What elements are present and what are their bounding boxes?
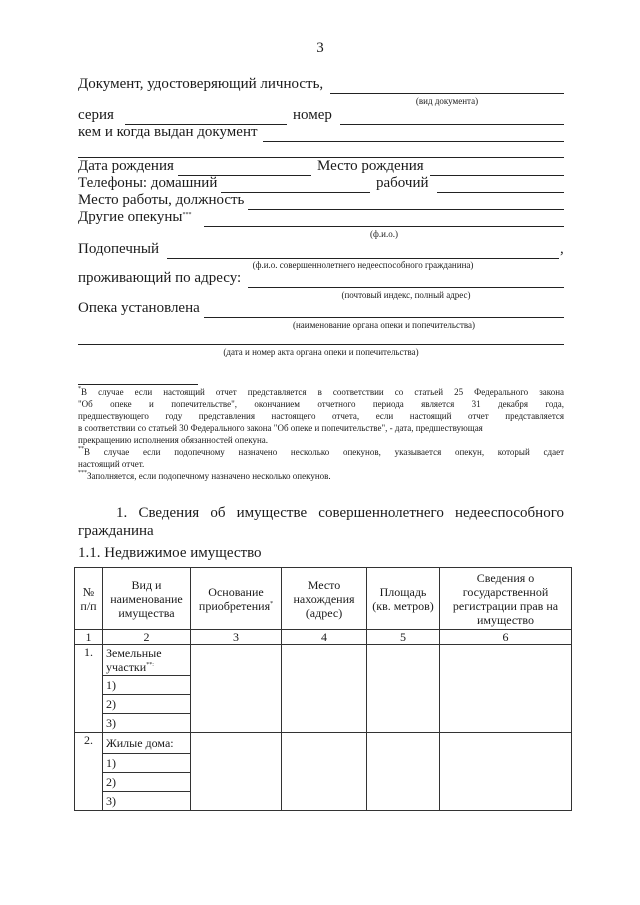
sub-item[interactable]: 1) [103,676,191,695]
ward-line [167,258,559,259]
identity-doc-label: Документ, удостоверяющий личность, [78,76,324,92]
header-location: Место нахождения (адрес) [282,568,367,630]
table-cell[interactable] [191,645,282,733]
sub-item[interactable]: 3) [103,792,191,811]
footnote-2-mark: ** [78,446,84,452]
table-cell[interactable] [282,645,367,733]
column-numbers-row [75,630,572,645]
sub-item[interactable]: 2) [103,773,191,792]
issued-line [263,141,564,142]
workplace-label: Место работы, должность [78,192,245,208]
work-phone-label: рабочий [376,175,429,191]
footnote-1-line-5: прекращению исполнения обязанностей опекуна. [78,435,269,445]
guardianship-label: Опека установлена [78,300,200,316]
page-number: 3 [316,40,324,56]
act-caption: (дата и номер акта органа опеки и попечительства) [223,347,419,357]
column-number: 3 [191,630,282,645]
issued-label: кем и когда выдан документ [78,124,258,140]
birth-place-line [430,175,564,176]
work-phone-line [437,192,564,193]
table-cell[interactable] [440,733,572,811]
fio-caption: (ф.и.о.) [370,229,398,239]
table-cell[interactable] [367,733,440,811]
footnote-3-mark: *** [78,470,87,476]
table-row [75,733,572,754]
footnote-3: ***Заполняется, если подопечному назначено несколько опекунов. [78,470,331,481]
footnote-ref-2: **: [146,662,154,668]
column-number: 6 [440,630,572,645]
footnote-separator [78,384,198,385]
footnote-1-line-2: "Об опеке и попечительстве", окончанием отчетного периода является 31 декабря года, [78,399,564,409]
ward-comma: , [560,241,564,257]
address-caption: (почтовый индекс, полный адрес) [341,290,471,300]
table-row [75,645,572,676]
table-cell[interactable] [440,645,572,733]
footnote-1-mark: * [78,386,81,392]
footnote-ref-1: * [270,600,274,607]
series-label: серия [78,107,114,123]
houses-label: Жилые дома: [103,733,191,754]
birth-place-label: Место рождения [317,158,424,174]
ward-caption: (ф.и.о. совершеннолетнего недееспособного гражданина) [252,260,474,270]
header-number: № п/п [75,568,103,630]
section-heading-line-1: 1. Сведения об имуществе совершеннолетнего недееспособного [116,505,564,521]
footnote-ref-3: *** [182,212,192,218]
section-heading-line-2: гражданина [78,523,154,539]
identity-doc-line [330,93,564,94]
other-guardians-label: Другие опекуны*** [78,209,192,225]
authority-caption: (наименование органа опеки и попечительства) [292,320,476,330]
number-line [340,124,564,125]
column-number: 4 [282,630,367,645]
footnote-2-line-2: настоящий отчет. [78,459,145,469]
address-label: проживающий по адресу: [78,270,242,286]
sub-item[interactable]: 3) [103,714,191,733]
workplace-line [248,209,564,210]
footnotes [78,386,564,482]
table-cell[interactable] [282,733,367,811]
header-registration: Сведения о государственной регистрации прав на имущество [440,568,572,630]
identity-doc-caption: (вид документа) [415,96,479,106]
footnote-1-line-1: *В случае если настоящий отчет представляется в соответствии со статьей 25 Федерального закона [78,386,564,397]
phones-label: Телефоны: домашний [78,175,218,191]
row-number: 1. [75,645,103,733]
address-line [248,287,564,288]
other-guardians-line [204,226,564,227]
footnote-2-line-1: **В случае если подопечному назначено несколько опекунов, указывается опекун, который сдает [78,446,564,457]
act-line [78,344,564,345]
real-estate-table [74,567,572,811]
table-cell[interactable] [191,733,282,811]
ward-label: Подопечный [78,241,160,257]
sub-item[interactable]: 1) [103,754,191,773]
header-acquisition-basis: Основание приобретения* [191,568,282,630]
land-plots-label: Земельные участки**: [103,645,191,676]
header-property-type: Вид и наименование имущества [103,568,191,630]
column-number: 5 [367,630,440,645]
row-number: 2. [75,733,103,811]
table-cell[interactable] [367,645,440,733]
number-label: номер [293,107,332,123]
subsection-heading: 1.1. Недвижимое имущество [78,545,262,561]
birth-date-label: Дата рождения [78,158,174,174]
footnote-1-line-4: в соответствии со статьей 30 Федерального закона "Об опеке и попечительстве", - дата, предшествующая [78,423,483,433]
column-number: 1 [75,630,103,645]
header-area: Площадь (кв. метров) [367,568,440,630]
table-header-row [75,568,572,630]
guardianship-line [204,317,564,318]
footnote-1-line-3: предшествующего году представления настоящего отчета, если настоящий отчет представляется [78,411,564,421]
sub-item[interactable]: 2) [103,695,191,714]
column-number: 2 [103,630,191,645]
